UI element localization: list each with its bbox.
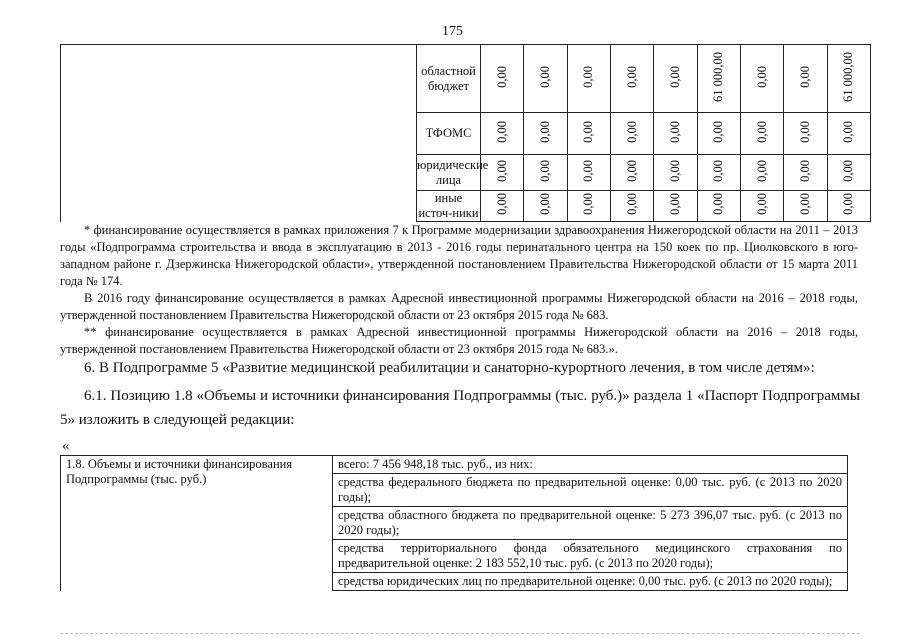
section-6-1-paragraph: 6.1. Позицию 1.8 «Объемы и источники финансирования Подпрограммы (тыс. руб.)» раздела 1 «Паспорт Подпрограммы 5» изложить в следующей редакции: bbox=[60, 388, 860, 428]
value-text: 0,00 bbox=[754, 120, 769, 143]
value-text: 0,00 bbox=[624, 159, 639, 182]
value-cell bbox=[610, 113, 653, 155]
value-text: 0,00 bbox=[537, 159, 552, 182]
value-cell bbox=[567, 155, 610, 191]
value-text: 0,00 bbox=[711, 159, 726, 182]
page-bottom-rule bbox=[60, 633, 860, 634]
value-cell bbox=[827, 191, 870, 222]
value-cell bbox=[740, 113, 783, 155]
passport-row bbox=[61, 456, 848, 591]
value-cell bbox=[610, 45, 653, 113]
value-text: 0,00 bbox=[754, 193, 769, 215]
value-text: 0,00 bbox=[841, 193, 856, 215]
footnote-2: ** финансирование осуществляется в рамках Адресной инвестиционной программы Нижегородской области на 2016 – 2018 годы, утвержденной постановлением Правительства Нижегородской области от 23 октября 2015 года № 683.». bbox=[60, 325, 858, 356]
footnote-1: * финансирование осуществляется в рамках приложения 7 к Программе модернизации здравоохранения Нижегородской области на 2011 – 2013 годы «Подпрограмма строительства и ввода в эксплуатацию в 2013 - 2016 годы перинатального центра на 150 коек по пр. Циолковского в юго-западном районе г. Дзержинска Нижегородской области», утвержденной постановлением Правительства Нижегородской области от 15 марта 2011 года № 174. bbox=[60, 223, 858, 288]
value-cell bbox=[654, 155, 697, 191]
footnote-2016: В 2016 году финансирование осуществляется в рамках Адресной инвестиционной программы Нижегородской области на 2016 – 2018 годы, утвержденной постановлением Правительства Нижегородской области от 23 октября 2015 года № 683. bbox=[60, 291, 858, 322]
value-cell bbox=[567, 45, 610, 113]
value-text: 0,00 bbox=[797, 159, 812, 182]
value-cell bbox=[697, 191, 740, 222]
value-cell bbox=[524, 191, 567, 222]
value-cell bbox=[481, 191, 524, 222]
passport-row-content bbox=[333, 456, 848, 591]
value-text: 0,00 bbox=[667, 159, 682, 182]
value-text: 0,00 bbox=[581, 193, 596, 215]
value-cell bbox=[784, 191, 827, 222]
value-text: 0,00 bbox=[624, 65, 639, 88]
opening-quote: « bbox=[62, 438, 70, 454]
value-text: 0,00 bbox=[841, 159, 856, 182]
passport-line: средства территориального фонда обязательного медицинского страхования по предварительной оценке: 2 183 552,10 тыс. руб. (с 2013 по 2020 годы); bbox=[333, 540, 847, 573]
value-cell bbox=[481, 45, 524, 113]
value-text: 0,00 bbox=[494, 159, 509, 182]
passport-line: всего: 7 456 948,18 тыс. руб., из них: bbox=[333, 456, 847, 474]
page-number: 175 bbox=[442, 24, 463, 39]
value-text: 0,00 bbox=[537, 120, 552, 143]
value-text: 0,00 bbox=[624, 120, 639, 143]
value-cell bbox=[567, 113, 610, 155]
value-cell bbox=[567, 191, 610, 222]
value-cell bbox=[784, 113, 827, 155]
value-cell bbox=[697, 45, 740, 113]
value-text: 0,00 bbox=[797, 65, 812, 88]
value-text: 0,00 bbox=[841, 120, 856, 143]
value-cell bbox=[524, 45, 567, 113]
footnotes bbox=[60, 222, 858, 358]
value-cell bbox=[784, 45, 827, 113]
value-text: 0,00 bbox=[754, 65, 769, 88]
value-text: 0,00 bbox=[667, 65, 682, 88]
value-cell bbox=[481, 113, 524, 155]
value-text: 0,00 bbox=[581, 65, 596, 88]
value-cell bbox=[654, 191, 697, 222]
section-6-heading: 6. В Подпрограмме 5 «Развитие медицинской реабилитации и санаторно-курортного лечения, в том числе детям»: bbox=[84, 360, 815, 376]
value-cell bbox=[524, 155, 567, 191]
value-cell bbox=[740, 191, 783, 222]
passport-table bbox=[60, 455, 848, 591]
blank-cell bbox=[61, 45, 417, 222]
value-cell bbox=[697, 113, 740, 155]
value-cell bbox=[610, 191, 653, 222]
value-text: 0,00 bbox=[754, 159, 769, 182]
value-text: 0,00 bbox=[537, 193, 552, 215]
value-text: 61 000,00 bbox=[841, 51, 856, 102]
value-text: 0,00 bbox=[711, 120, 726, 143]
value-cell bbox=[740, 45, 783, 113]
funding-source-label: юридические лица bbox=[417, 155, 481, 191]
passport-row-label: 1.8. Объемы и источники финансирования Подпрограммы (тыс. руб.) bbox=[61, 456, 333, 591]
value-cell bbox=[654, 45, 697, 113]
value-text: 0,00 bbox=[581, 120, 596, 143]
value-text: 0,00 bbox=[494, 65, 509, 88]
passport-line: средства федерального бюджета по предварительной оценке: 0,00 тыс. руб. (с 2013 по 2020 годы); bbox=[333, 474, 847, 507]
value-text: 0,00 bbox=[797, 193, 812, 215]
value-text: 0,00 bbox=[711, 193, 726, 215]
value-text: 0,00 bbox=[494, 193, 509, 215]
passport-line: средства областного бюджета по предварительной оценке: 5 273 396,07 тыс. руб. (с 2013 по 2020 годы); bbox=[333, 507, 847, 540]
value-cell bbox=[827, 113, 870, 155]
financing-row bbox=[61, 45, 871, 113]
value-cell bbox=[784, 155, 827, 191]
value-text: 0,00 bbox=[537, 65, 552, 88]
passport-line: средства юридических лиц по предварительной оценке: 0,00 тыс. руб. (с 2013 по 2020 годы); bbox=[338, 574, 833, 588]
value-text: 0,00 bbox=[581, 159, 596, 182]
value-text: 0,00 bbox=[797, 120, 812, 143]
value-cell bbox=[654, 113, 697, 155]
value-text: 0,00 bbox=[667, 193, 682, 215]
value-cell bbox=[827, 45, 870, 113]
financing-table bbox=[60, 44, 871, 222]
funding-source-label: иные источ-ники bbox=[418, 191, 479, 220]
value-text: 0,00 bbox=[624, 193, 639, 215]
value-text: 0,00 bbox=[494, 120, 509, 143]
value-cell bbox=[827, 155, 870, 191]
value-text: 0,00 bbox=[667, 120, 682, 143]
value-text: 61 000,00 bbox=[711, 51, 726, 102]
funding-source-label: ТФОМС bbox=[417, 113, 481, 155]
funding-source-label: областной бюджет bbox=[417, 45, 481, 113]
value-cell bbox=[610, 155, 653, 191]
value-cell bbox=[524, 113, 567, 155]
value-cell bbox=[740, 155, 783, 191]
value-cell bbox=[697, 155, 740, 191]
